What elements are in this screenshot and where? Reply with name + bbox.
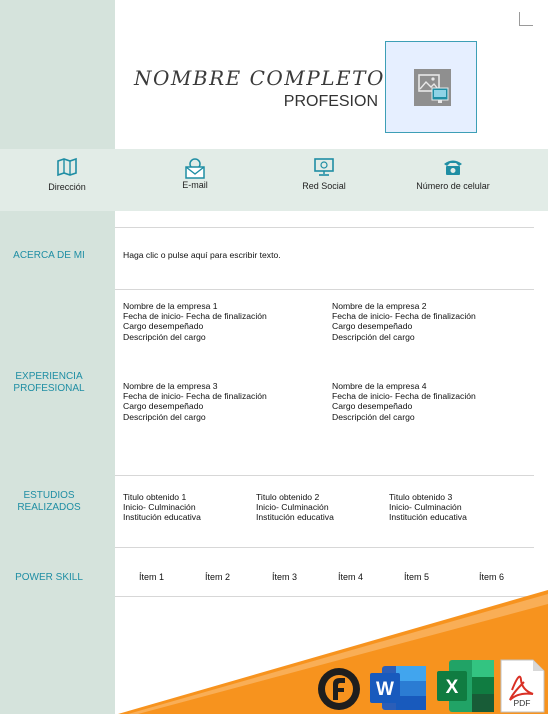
institution: Institución educativa	[123, 512, 201, 523]
experience-heading-line2: PROFESIONAL	[13, 383, 85, 394]
company-name: Nombre de la empresa 2	[332, 301, 427, 311]
experience-heading-line1: EXPERIENCIA	[15, 371, 83, 382]
job-role: Cargo desempeñado	[123, 401, 204, 412]
job-role: Cargo desempeñado	[123, 321, 204, 332]
full-name[interactable]: NOMBRE COMPLETO	[134, 66, 385, 90]
job-description: Descripción del cargo	[332, 411, 415, 422]
job-dates: Fecha de inicio- Fecha de finalización	[123, 391, 267, 402]
word-icon[interactable]	[370, 666, 426, 710]
studies-heading-line2: REALIZADOS	[17, 502, 81, 513]
logo-icon	[318, 668, 360, 710]
pdf-icon[interactable]	[501, 660, 544, 712]
contact-label-social: Red Social	[302, 181, 346, 191]
skill-item[interactable]: Ítem 2	[205, 572, 231, 582]
skill-item[interactable]: Ítem 1	[139, 572, 165, 582]
company-name: Nombre de la empresa 1	[123, 301, 218, 311]
degree-title: Titulo obtenido 1	[123, 492, 187, 502]
excel-icon[interactable]	[437, 660, 494, 712]
job-description: Descripción del cargo	[123, 411, 206, 422]
job-role: Cargo desempeñado	[332, 401, 413, 412]
skill-item[interactable]: Ítem 3	[272, 572, 298, 582]
company-name: Nombre de la empresa 3	[123, 381, 218, 391]
job-description: Descripción del cargo	[123, 331, 206, 342]
study-period: Inicio- Culminación	[123, 502, 196, 513]
studies-heading-line1: ESTUDIOS	[23, 490, 75, 501]
job-role: Cargo desempeñado	[332, 321, 413, 332]
skill-item[interactable]: Ítem 5	[404, 572, 430, 582]
degree-title: Titulo obtenido 2	[256, 492, 320, 502]
degree-title: Titulo obtenido 3	[389, 492, 453, 502]
institution: Institución educativa	[389, 512, 467, 523]
contact-label-address: Dirección	[48, 182, 86, 192]
word-letter: W	[376, 679, 394, 700]
about-heading: ACERCA DE MI	[13, 250, 85, 261]
job-description: Descripción del cargo	[332, 331, 415, 342]
job-dates: Fecha de inicio- Fecha de finalización	[332, 391, 476, 402]
skill-item[interactable]: Ítem 4	[338, 572, 364, 582]
job-dates: Fecha de inicio- Fecha de finalización	[332, 311, 476, 322]
company-name: Nombre de la empresa 4	[332, 381, 427, 391]
pdf-label: PDF	[513, 698, 531, 708]
excel-letter: X	[445, 677, 459, 698]
contact-label-phone: Número de celular	[416, 181, 490, 191]
skill-item[interactable]: Ítem 6	[479, 572, 505, 582]
institution: Institución educativa	[256, 512, 334, 523]
study-period: Inicio- Culminación	[256, 502, 329, 513]
contact-label-email: E-mail	[182, 180, 208, 190]
profession[interactable]: PROFESION	[283, 93, 378, 110]
about-text[interactable]: Haga clic o pulse aquí para escribir texto.	[123, 250, 281, 260]
skills-heading: POWER SKILL	[15, 572, 83, 583]
job-dates: Fecha de inicio- Fecha de finalización	[123, 311, 267, 322]
study-period: Inicio- Culminación	[389, 502, 462, 513]
